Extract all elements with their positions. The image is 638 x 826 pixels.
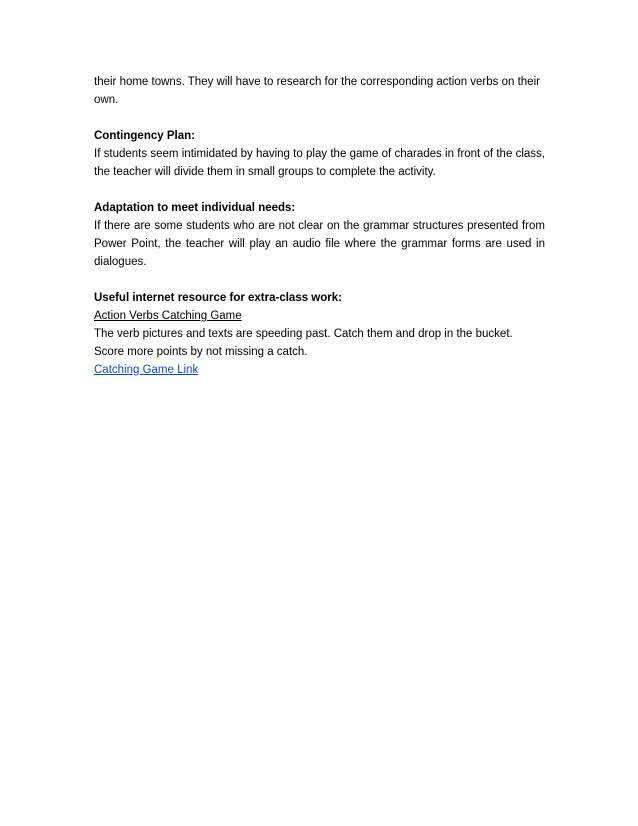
spacer bbox=[94, 109, 545, 127]
resource-link-line bbox=[94, 361, 545, 379]
contingency-paragraph: If students seem intimidated by having to play the game of charades in front of the class, the teacher will divide them in small groups to complete the activity. bbox=[94, 148, 545, 178]
catching-game-link[interactable]: Catching Game Link bbox=[94, 364, 199, 376]
adaptation-heading: Adaptation to meet individual needs: bbox=[94, 202, 296, 214]
resource-heading: Useful internet resource for extra-class work: bbox=[94, 292, 342, 304]
document-page bbox=[94, 73, 545, 379]
intro-paragraph: their home towns. They will have to research for the corresponding action verbs on their own. bbox=[94, 76, 540, 106]
spacer bbox=[94, 181, 545, 199]
resource-title: Action Verbs Catching Game bbox=[94, 310, 242, 322]
resource-description: The verb pictures and texts are speeding past. Catch them and drop in the bucket. Score more points by not missing a catch. bbox=[94, 328, 513, 358]
contingency-heading: Contingency Plan: bbox=[94, 130, 195, 142]
spacer bbox=[94, 271, 545, 289]
adaptation-paragraph: If there are some students who are not clear on the grammar structures presented from Power Point, the teacher will play an audio file where the grammar forms are used in dialogues. bbox=[94, 220, 545, 268]
